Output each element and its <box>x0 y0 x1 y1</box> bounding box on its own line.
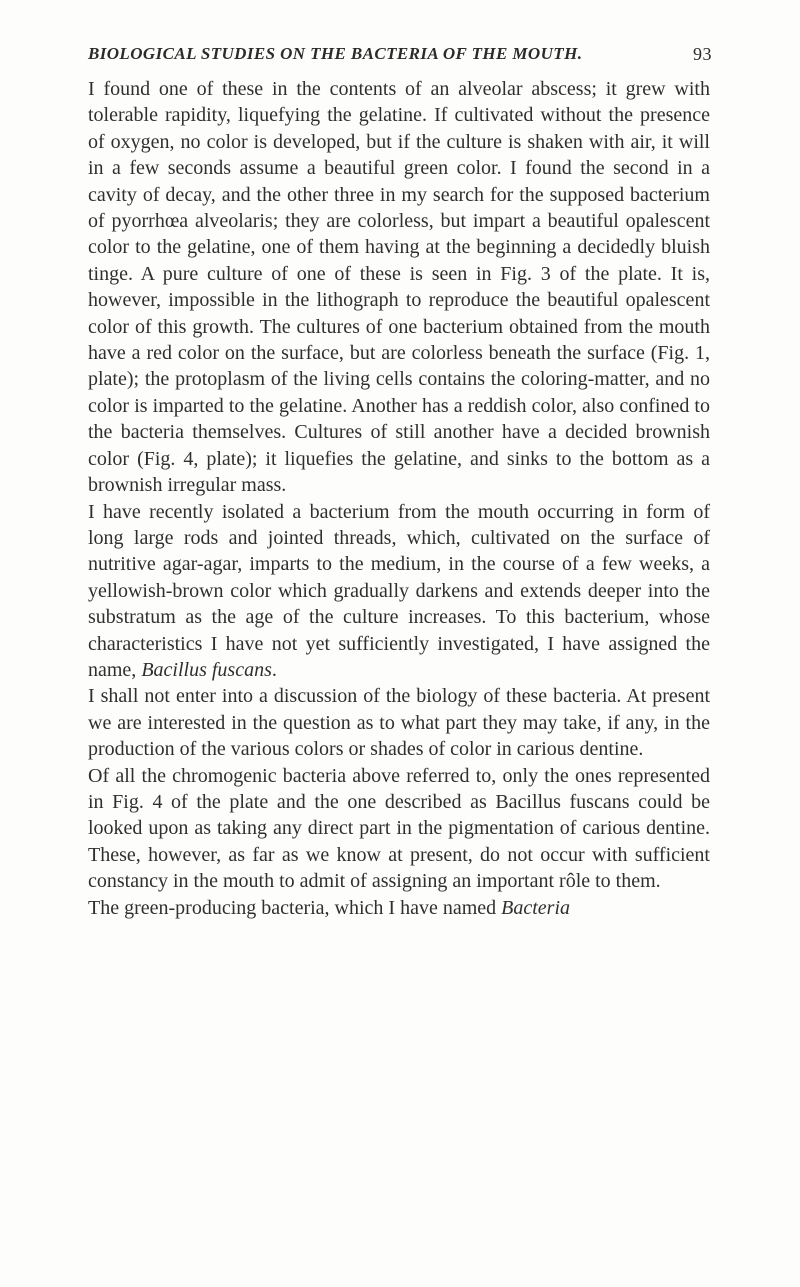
paragraph-5-text: The green-producing bacteria, which I have named <box>88 896 502 919</box>
paragraph-4-text: Of all the chromogenic bacteria above referred to, only the ones represented in Fig. 4 of the plate and the one described as Bacillus fuscans could be looked upon as taking any direct part in the pigmentation of carious dentine. These, however, as far as we know at present, do not occur with sufficient constancy in the mouth to admit of assigning an important rôle to them. <box>88 764 710 893</box>
paragraph-2-text: I have recently isolated a bacterium from the mouth occurring in form of long large rods and jointed threads, which, cultivated on the surface of nutritive agar-agar, imparts to the medium, in the course of a few weeks, a yellowish-brown color which gradually darkens and extends deeper into the substratum as the age of the culture increases. To this bacterium, whose characteristics I have not yet sufficiently investigated, I have assigned the name, <box>88 500 710 681</box>
species-name: Bacillus fuscans <box>141 658 272 681</box>
paragraph-5 <box>88 895 710 921</box>
body-text <box>88 76 710 921</box>
paragraph-3 <box>88 683 710 762</box>
page-number: 93 <box>693 44 712 64</box>
paragraph-2 <box>88 499 710 684</box>
running-title: BIOLOGICAL STUDIES ON THE BACTERIA OF THE MOUTH. <box>88 44 583 63</box>
paragraph-5-italic: Bacteria <box>501 896 571 919</box>
paragraph-3-text: I shall not enter into a discussion of the biology of these bacteria. At present we are interested in the question as to what part they may take, if any, in the production of the various colors or shades of color in carious dentine. <box>88 685 710 761</box>
paragraph-1 <box>88 76 710 499</box>
paragraph-1-text: I found one of these in the contents of an alveolar abscess; it grew with tolerable rapidity, liquefying the gelatine. If cultivated without the presence of oxygen, no color is developed, but if the culture is shaken with air, it will in a few seconds assume a beautiful green color. I found the second in a cavity of decay, and the other three in my search for the supposed bacterium of pyorrhœa alveolaris; they are colorless, but impart a beautiful opalescent color to the gelatine, one of them having at the beginning a decidedly bluish tinge. A pure culture of one of these is seen in Fig. 3 of the plate. It is, however, impossible in the lithograph to reproduce the beautiful opalescent color of this growth. The cultures of one bacterium obtained from the mouth have a red color on the surface, but are colorless beneath the surface (Fig. 1, plate); the protoplasm of the living cells contains the coloring-matter, and no color is imparted to the gelatine. Another has a reddish color, also confined to the bacteria themselves. Cultures of still another have a decided brownish color (Fig. 4, plate); it liquefies the gelatine, and sinks to the bottom as a brownish irregular mass. <box>88 78 710 497</box>
paragraph-2-end: . <box>271 658 277 681</box>
paragraph-4 <box>88 763 710 895</box>
page-header <box>88 44 712 70</box>
